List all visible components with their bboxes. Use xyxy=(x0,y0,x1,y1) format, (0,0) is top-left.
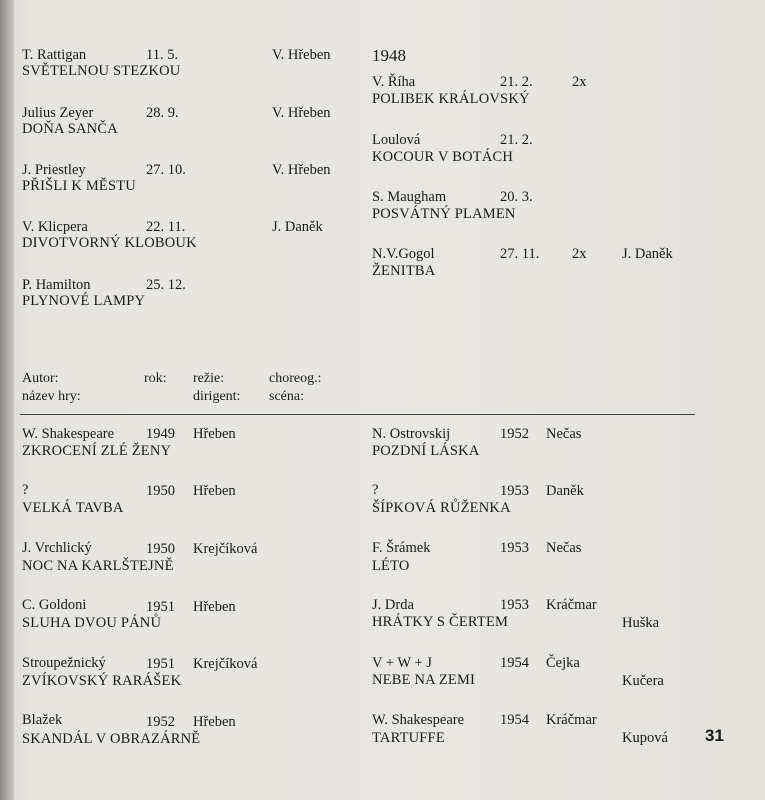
entry-title: HRÁTKY S ČERTEM xyxy=(372,614,509,630)
legend-conductor: dirigent: xyxy=(193,389,241,404)
entry-date: 25. 12. xyxy=(146,277,186,293)
entry-year: 1953 xyxy=(500,483,529,499)
entry-author: C. Goldoni xyxy=(22,597,87,613)
entry-director: V. Hřeben xyxy=(272,162,331,178)
entry-date: 28. 9. xyxy=(146,105,179,121)
legend-year: rok: xyxy=(144,371,167,386)
entry-year: 1954 xyxy=(500,712,529,728)
entry-date: 11. 5. xyxy=(146,47,179,63)
entry-date: 20. 3. xyxy=(500,189,533,205)
entry-date: 27. 11. xyxy=(500,246,540,262)
entry-director: Hřeben xyxy=(193,714,236,730)
entry-title: DOŇA SANČA xyxy=(22,121,118,137)
entry-title: POSVÁTNÝ PLAMEN xyxy=(372,206,516,222)
entry-author: P. Hamilton xyxy=(22,277,91,293)
entry-title: ZKROCENÍ ZLÉ ŽENY xyxy=(22,443,172,459)
entry-title: SLUHA DVOU PÁNŮ xyxy=(22,615,162,631)
entry-author: J. Priestley xyxy=(22,162,86,178)
entry-author: W. Shakespeare xyxy=(372,712,465,728)
entry-year: 1952 xyxy=(500,426,529,442)
entry-author: ? xyxy=(22,482,29,498)
legend-choreo: choreog.: xyxy=(269,371,322,386)
entry-title: NOC NA KARLŠTEJNĚ xyxy=(22,558,174,574)
entry-title: ŽENITBA xyxy=(372,263,436,279)
entry-author: Loulová xyxy=(372,132,421,148)
entry-title: ZVÍKOVSKÝ RARÁŠEK xyxy=(22,673,182,689)
legend-stage: scéna: xyxy=(269,389,304,404)
entry-director: J. Daněk xyxy=(622,246,673,262)
entry-extra: Kupová xyxy=(622,730,668,746)
entry-title: KOCOUR V BOTÁCH xyxy=(372,149,514,165)
page-gutter xyxy=(0,0,14,800)
entry-year: 1950 xyxy=(146,483,175,499)
entry-author: V. Klicpera xyxy=(22,219,88,235)
entry-count: 2x xyxy=(572,246,587,262)
divider-line xyxy=(20,414,695,415)
entry-count: 2x xyxy=(572,74,587,90)
year-heading: 1948 xyxy=(372,46,406,65)
entry-author: ? xyxy=(372,482,379,498)
entry-year: 1952 xyxy=(146,714,175,730)
entry-director: Hřeben xyxy=(193,426,236,442)
entry-title: POZDNÍ LÁSKA xyxy=(372,443,480,459)
entry-title: POLIBEK KRÁLOVSKÝ xyxy=(372,91,530,107)
entry-title: SVĚTELNOU STEZKOU xyxy=(22,63,181,79)
entry-title: VELKÁ TAVBA xyxy=(22,500,124,516)
entry-author: W. Shakespeare xyxy=(22,426,115,442)
entry-year: 1951 xyxy=(146,656,175,672)
entry-director: Nečas xyxy=(546,426,582,442)
entry-year: 1954 xyxy=(500,655,529,671)
entry-title: NEBE NA ZEMI xyxy=(372,672,476,688)
entry-year: 1951 xyxy=(146,599,175,615)
entry-author: J. Vrchlický xyxy=(22,540,92,556)
entry-date: 22. 11. xyxy=(146,219,186,235)
entry-author: N.V.Gogol xyxy=(372,246,435,262)
legend-play: název hry: xyxy=(22,389,81,404)
entry-extra: Huška xyxy=(622,615,660,631)
entry-director: V. Hřeben xyxy=(272,105,331,121)
entry-date: 21. 2. xyxy=(500,74,533,90)
entry-author: N. Ostrovskij xyxy=(372,426,451,442)
entry-author: J. Drda xyxy=(372,597,414,613)
legend-author: Autor: xyxy=(22,371,59,386)
entry-author: V + W + J xyxy=(372,655,432,671)
legend-direction: režie: xyxy=(193,371,225,386)
entry-title: PLYNOVÉ LAMPY xyxy=(22,293,146,309)
entry-director: Daněk xyxy=(546,483,584,499)
entry-author: V. Říha xyxy=(372,74,416,90)
entry-director: V. Hřeben xyxy=(272,47,331,63)
entry-title: TARTUFFE xyxy=(372,730,445,746)
entry-year: 1953 xyxy=(500,540,529,556)
entry-author: S. Maugham xyxy=(372,189,447,205)
entry-title: LÉTO xyxy=(372,558,410,574)
entry-author: Blažek xyxy=(22,712,63,728)
entry-title: ŠÍPKOVÁ RŮŽENKA xyxy=(372,500,511,516)
entry-title: DIVOTVORNÝ KLOBOUK xyxy=(22,235,197,251)
entry-director: Hřeben xyxy=(193,599,236,615)
entry-author: Stroupežnický xyxy=(22,655,106,671)
entry-extra: Kučera xyxy=(622,673,664,689)
entry-date: 27. 10. xyxy=(146,162,186,178)
entry-author: Julius Zeyer xyxy=(22,105,94,121)
entry-director: J. Daněk xyxy=(272,219,323,235)
entry-director: Čejka xyxy=(546,655,580,671)
entry-author: F. Šrámek xyxy=(372,540,431,556)
entry-author: T. Rattigan xyxy=(22,47,87,63)
entry-year: 1950 xyxy=(146,541,175,557)
entry-director: Krejčíková xyxy=(193,541,258,557)
entry-director: Krejčíková xyxy=(193,656,258,672)
entry-director: Kráčmar xyxy=(546,597,597,613)
entry-title: PŘIŠLI K MĚSTU xyxy=(22,178,136,194)
entry-year: 1953 xyxy=(500,597,529,613)
entry-director: Kráčmar xyxy=(546,712,597,728)
entry-title: SKANDÁL V OBRAZÁRNĚ xyxy=(22,731,201,747)
entry-date: 21. 2. xyxy=(500,132,533,148)
page-number: 31 xyxy=(705,726,724,745)
entry-director: Hřeben xyxy=(193,483,236,499)
entry-year: 1949 xyxy=(146,426,175,442)
entry-director: Nečas xyxy=(546,540,582,556)
